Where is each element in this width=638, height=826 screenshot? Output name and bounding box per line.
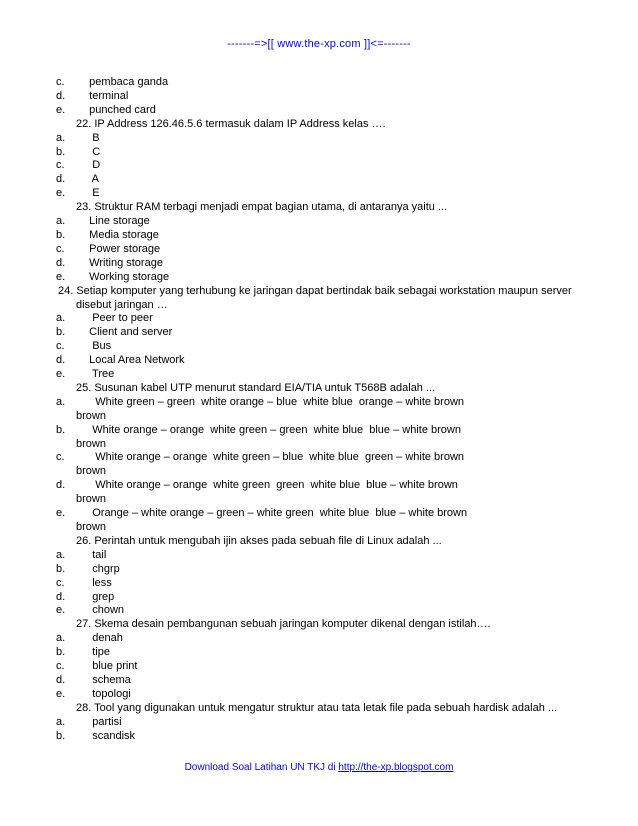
option-text: White orange – orange white green – blue white blue green – white brown [80, 451, 465, 464]
continuation-line: brown [76, 493, 106, 506]
answer-option [56, 451, 586, 465]
option-text: tail [80, 548, 107, 561]
option-text: B [80, 131, 100, 144]
option-letter: d. [56, 354, 66, 367]
option-text: White orange – orange white green – green white blue blue – white brown [80, 423, 461, 436]
option-letter: d. [56, 479, 66, 492]
option-text: Working storage [80, 270, 170, 283]
option-letter: d. [56, 173, 66, 186]
answer-option [56, 674, 586, 688]
option-letter: c. [56, 340, 65, 353]
answer-option [56, 507, 586, 521]
option-text: grep [80, 590, 115, 603]
option-letter: e. [56, 368, 66, 381]
option-letter: b. [56, 423, 66, 436]
header-banner: -------=>[[ www.the-xp.com ]]<=------- [227, 38, 411, 50]
answer-option [56, 159, 586, 173]
option-text: Tree [80, 368, 115, 381]
answer-option [56, 340, 586, 354]
option-letter: c. [56, 451, 65, 464]
answer-option [56, 187, 586, 201]
answer-option [56, 716, 586, 730]
option-letter: c. [56, 660, 65, 673]
option-letter: a. [56, 312, 66, 325]
option-text: topologi [80, 687, 131, 700]
answer-option [56, 354, 586, 368]
option-text: Local Area Network [80, 354, 185, 367]
option-letter: c. [56, 242, 65, 255]
question-list [56, 76, 586, 744]
answer-option [56, 76, 586, 90]
answer-option [56, 132, 586, 146]
option-letter: d. [56, 673, 66, 686]
answer-option [56, 577, 586, 591]
option-letter: a. [56, 548, 66, 561]
option-text: Line storage [80, 215, 150, 228]
option-letter: d. [56, 590, 66, 603]
answer-option [56, 173, 586, 187]
option-text: blue print [80, 660, 138, 673]
option-letter: c. [56, 76, 65, 88]
option-text: terminal [80, 89, 129, 102]
option-letter: b. [56, 729, 66, 742]
option-text: scandisk [80, 729, 136, 742]
option-text: Media storage [80, 228, 159, 241]
option-letter: a. [56, 395, 66, 408]
answer-option [56, 90, 586, 104]
option-text: E [80, 187, 100, 200]
option-letter: e. [56, 270, 66, 283]
option-text: chgrp [80, 562, 120, 575]
option-text: denah [80, 632, 123, 645]
option-text: tipe [80, 646, 110, 659]
answer-option [56, 604, 586, 618]
option-text: Orange – white orange – green – white green white blue blue – white brown [80, 507, 468, 520]
continuation-line: brown [76, 521, 106, 533]
option-text: Bus [80, 340, 112, 353]
option-letter: e. [56, 507, 66, 520]
option-text: White green – green white orange – blue white blue orange – white brown [80, 395, 465, 408]
option-letter: e. [56, 103, 66, 116]
option-text: C [80, 145, 101, 158]
answer-option [56, 243, 586, 257]
option-text: White orange – orange white green green white blue blue – white brown [80, 479, 458, 492]
option-letter: a. [56, 131, 66, 144]
question-text: 23. Struktur RAM terbagi menjadi empat bagian utama, di antaranya yaitu ... [76, 201, 448, 214]
option-text: schema [80, 673, 131, 686]
option-letter: a. [56, 715, 66, 728]
continuation-line: brown [76, 465, 106, 478]
option-text: Client and server [80, 326, 173, 339]
option-letter: c. [56, 576, 65, 589]
answer-option [56, 368, 586, 382]
option-letter: b. [56, 228, 66, 241]
option-letter: d. [56, 89, 66, 102]
answer-option [56, 215, 586, 229]
answer-option [56, 326, 586, 340]
answer-option [56, 146, 586, 160]
option-text: less [80, 576, 112, 589]
option-text: partisi [80, 715, 122, 728]
option-letter: b. [56, 145, 66, 158]
answer-option [56, 271, 586, 285]
continuation-line: brown [76, 437, 106, 450]
continuation-line: disebut jaringan … [76, 298, 168, 311]
question-text: 22. IP Address 126.46.5.6 termasuk dalam IP Address kelas …. [76, 117, 386, 130]
option-letter: b. [56, 562, 66, 575]
question-text: 26. Perintah untuk mengubah ijin akses pada sebuah file di Linux adalah ... [76, 534, 442, 547]
option-letter: e. [56, 187, 66, 200]
answer-option [56, 660, 586, 674]
option-text: D [80, 159, 101, 172]
answer-option [56, 479, 586, 493]
option-letter: b. [56, 326, 66, 339]
answer-option [56, 104, 586, 118]
footer-text: Download Soal Latihan UN TKJ di [184, 762, 339, 773]
option-letter: d. [56, 256, 66, 269]
answer-option [56, 591, 586, 605]
footer-link[interactable]: http://the-xp.blogspot.com [338, 762, 454, 773]
answer-option [56, 424, 586, 438]
question-text: 25. Susunan kabel UTP menurut standard EIA/TIA untuk T568B adalah ... [76, 381, 436, 394]
answer-option [56, 229, 586, 243]
answer-option [56, 563, 586, 577]
answer-option [56, 312, 586, 326]
option-text: A [80, 173, 99, 186]
continuation-line: brown [76, 409, 106, 422]
option-text: chown [80, 604, 125, 617]
answer-option [56, 396, 586, 410]
option-letter: a. [56, 632, 66, 645]
answer-option [56, 632, 586, 646]
answer-option [56, 730, 586, 744]
question-text: 28. Tool yang digunakan untuk mengatur struktur atau tata letak file pada sebuah hardisk adalah ... [76, 701, 558, 714]
answer-option [56, 688, 586, 702]
option-text: punched card [80, 103, 156, 116]
answer-option [56, 646, 586, 660]
option-text: Writing storage [80, 256, 163, 269]
option-text: pembaca ganda [80, 76, 169, 88]
answer-option [56, 257, 586, 271]
question-text: 24. Setiap komputer yang terhubung ke jaringan dapat bertindak baik sebagai workstation maupun server [58, 284, 572, 297]
footer [0, 762, 638, 773]
option-text: Power storage [80, 242, 161, 255]
question-text: 27. Skema desain pembangunan sebuah jaringan komputer dikenal dengan istilah…. [76, 618, 491, 631]
option-letter: e. [56, 687, 66, 700]
answer-option [56, 549, 586, 563]
option-text: Peer to peer [80, 312, 153, 325]
option-letter: b. [56, 646, 66, 659]
option-letter: a. [56, 215, 66, 228]
option-letter: c. [56, 159, 65, 172]
option-letter: e. [56, 604, 66, 617]
